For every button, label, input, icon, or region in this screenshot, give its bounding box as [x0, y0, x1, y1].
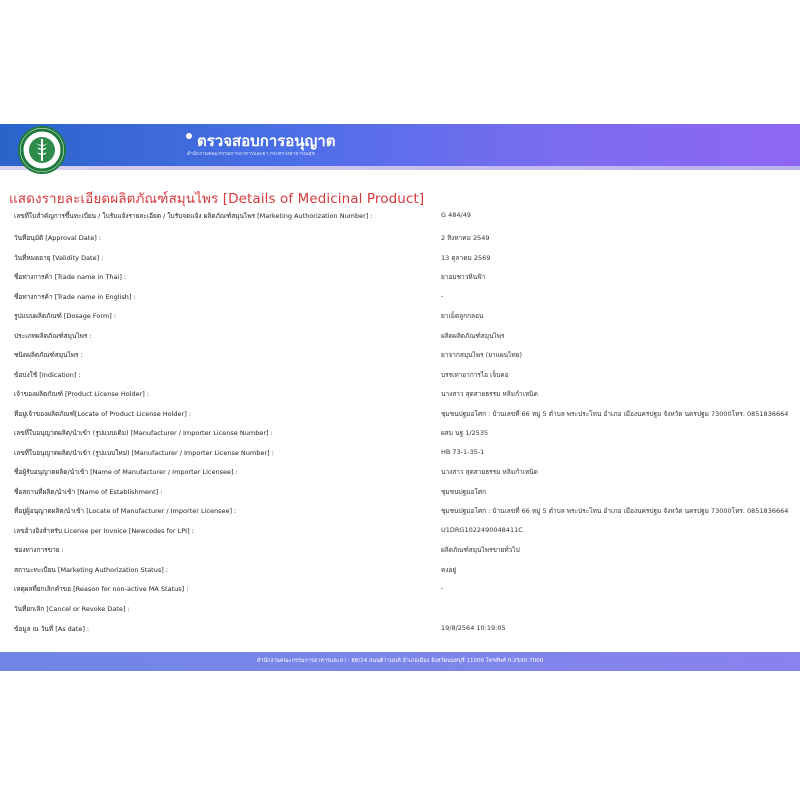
caduceus-logo-icon	[20, 128, 64, 172]
header-bar	[0, 124, 800, 166]
detail-value: U1DRG1022490048411C	[441, 526, 523, 534]
detail-label: ชื่อผู้รับอนุญาตผลิต/นำเข้า [Name of Manufacturer / Importer Licensee] :	[14, 468, 238, 476]
detail-label: วันที่หมดอายุ [Validity Date] :	[14, 254, 104, 262]
detail-value: ยาอมชาวหินฟ้า	[441, 273, 486, 281]
detail-row	[14, 409, 800, 423]
detail-row	[14, 233, 800, 247]
detail-row	[14, 253, 800, 267]
brand-dot-icon	[186, 133, 192, 139]
detail-label: ที่อยู่เจ้าของผลิตภัณฑ์[Locate of Product License Holder] :	[14, 410, 192, 418]
detail-value: ยาจากสมุนไพร (ยาแผนไทย)	[441, 351, 522, 359]
detail-label: เหตุผลที่ยกเลิกคำขอ [Reason for non-active MA Status] :	[14, 585, 189, 593]
detail-row	[14, 292, 800, 306]
detail-label: ชนิดผลิตภัณฑ์สมุนไพร :	[14, 351, 83, 359]
detail-label: ชื่อสถานที่ผลิต/นำเข้า [Name of Establishment] :	[14, 488, 163, 496]
detail-label: ชื่อทางการค้า [Trade name in Thai] :	[14, 273, 127, 281]
detail-value: HB 73-1-35-1	[441, 448, 485, 456]
detail-label: เลขที่ใบสำคัญการขึ้นทะเบียน / ใบรับแจ้งรายละเอียด / ใบรับจดแจ้ง ผลิตภัณฑ์สมุนไพร [Marketing Authorization Number] :	[14, 212, 373, 220]
detail-value: -	[441, 292, 444, 300]
detail-row	[14, 311, 800, 325]
detail-row	[14, 487, 800, 501]
ministry-logo[interactable]	[18, 126, 66, 174]
detail-value: ผลิตภัณฑ์สมุนไพรขายทั่วไป	[441, 546, 520, 554]
detail-label: ช่องทางการขาย :	[14, 546, 64, 554]
footer-address: สำนักงานคณะกรรมการอาหารและยา : 88/24 ถนนติวานนท์ อำเภอเมือง จังหวัดนนทบุรี 11000 โทรศัพท์ 0-2590-7000	[256, 658, 544, 664]
detail-label: ประเภทผลิตภัณฑ์สมุนไพร :	[14, 332, 92, 340]
brand-title[interactable]: ตรวจสอบการอนุญาต	[197, 132, 336, 150]
detail-value: ชุมชนปฐมอโศก : บ้านเลขที่ 66 หมู่ 5 ตำบล พระประโทน อำเภอ เมืองนครปฐม จังหวัด นครปฐม 73000โทร. 0851836664	[441, 410, 789, 418]
detail-row	[14, 272, 800, 286]
detail-row	[14, 506, 800, 520]
detail-row	[14, 565, 800, 579]
detail-label: ข้อบ่งใช้ [Indication] :	[14, 371, 81, 379]
detail-value: นางสาว สุดสายธรรม หลิมกำเหนิด	[441, 468, 538, 476]
detail-label: เลขที่ใบอนุญาตผลิต/นำเข้า (รูปแบบใหม่) [Manufacturer / Importer License Number] :	[14, 449, 274, 457]
brand-subtitle: สำนักงานคณะกรรมการอาหารและยา กระทรวงสาธารณสุข	[187, 151, 315, 157]
detail-label: เลขที่ใบอนุญาตผลิต/นำเข้า (รูปแบบเดิม) [Manufacturer / Importer License Number] :	[14, 429, 273, 437]
detail-label: วันที่อนุมัติ [Approval Date] :	[14, 234, 102, 242]
detail-label: เจ้าของผลิตภัณฑ์ [Product License Holder] :	[14, 390, 150, 398]
detail-row	[14, 350, 800, 364]
detail-value: ชุมชนปฐมอโศก : บ้านเลขที่ 66 หมู่ 5 ตำบล พระประโทน อำเภอ เมืองนครปฐม จังหวัด นครปฐม 73000โทร. 0851836664	[441, 507, 789, 515]
detail-row	[14, 428, 800, 442]
detail-label: ที่อยู่ผู้อนุญาตผลิต/นำเข้า [Locate of Manufacturer / Importer Licensee] :	[14, 507, 237, 515]
header-strip	[0, 166, 800, 170]
detail-row	[14, 604, 800, 618]
detail-row	[14, 526, 800, 540]
detail-label: ชื่อทางการค้า [Trade name in English] :	[14, 293, 136, 301]
detail-value: ผลิตผลิตภัณฑ์สมุนไพร	[441, 332, 505, 340]
detail-row	[14, 584, 800, 598]
detail-value: 2 สิงหาคม 2549	[441, 234, 490, 242]
detail-row	[14, 211, 800, 225]
detail-row	[14, 389, 800, 403]
page-title: แสดงรายละเอียดผลิตภัณฑ์สมุนไพร [Details of Medicinal Product]	[9, 191, 425, 207]
detail-label: รูปแบบผลิตภัณฑ์ [Dosage Form] :	[14, 312, 117, 320]
detail-label: วันที่ยกเลิก [Cancel or Revoke Date] :	[14, 605, 130, 613]
detail-value: ผสม นฐ 1/2535	[441, 429, 489, 437]
detail-value: 19/8/2564 10:19:05	[441, 624, 506, 632]
detail-value: ชุมชนปฐมอโศก	[441, 488, 487, 496]
detail-value: นางสาว สุดสายธรรม หลิมกำเหนิด	[441, 390, 538, 398]
detail-value: คงอยู่	[441, 566, 457, 574]
detail-value: -	[441, 584, 444, 592]
detail-row	[14, 545, 800, 559]
detail-value: ยาเม็ดลูกกลอน	[441, 312, 484, 320]
detail-row	[14, 448, 800, 462]
detail-row	[14, 624, 800, 638]
detail-label: ข้อมูล ณ วันที่ [As date] :	[14, 625, 90, 633]
detail-label: สถานะทะเบียน [Marketing Authorization Status] :	[14, 566, 169, 574]
detail-value: G 484/49	[441, 211, 471, 219]
detail-value: 13 ตุลาคม 2569	[441, 254, 491, 262]
detail-label: เลขอ้างอิงสำหรับ License per Invoice [Newcodes for LPI] :	[14, 527, 194, 535]
detail-value: บรรเทาอาการไอ เจ็บคอ	[441, 371, 509, 379]
detail-row	[14, 467, 800, 481]
detail-row	[14, 331, 800, 345]
detail-row	[14, 370, 800, 384]
